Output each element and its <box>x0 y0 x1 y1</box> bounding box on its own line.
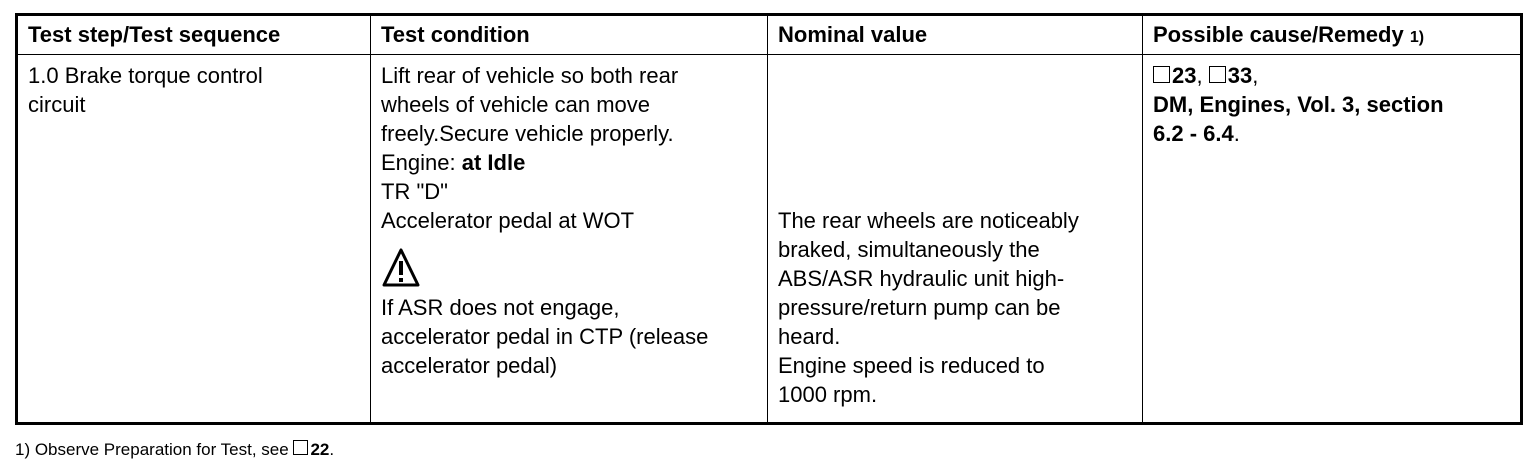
engine-line <box>381 148 757 177</box>
nominal-line: 1000 rpm. <box>778 382 878 407</box>
step-line: circuit <box>28 92 86 117</box>
header-row <box>17 15 1522 55</box>
nominal-line: The rear wheels are noticeably <box>778 208 1079 233</box>
engine-label: Engine: <box>381 150 462 175</box>
nominal-line: pressure/return pump can be <box>778 295 1061 320</box>
reference-trail: , <box>1252 63 1259 88</box>
condition-line: Lift rear of vehicle so both rear <box>381 63 679 88</box>
cause-line <box>1153 119 1510 148</box>
reference-separator: , <box>1196 63 1209 88</box>
header-test-condition-label: Test condition <box>381 22 530 47</box>
cell-test-condition <box>371 55 768 424</box>
footnote <box>15 440 334 460</box>
nominal-line: Engine speed is reduced to <box>778 353 1045 378</box>
warning-icon <box>381 247 757 291</box>
header-test-step <box>17 15 371 55</box>
cell-possible-cause <box>1143 55 1522 424</box>
cell-test-step <box>17 55 371 424</box>
cell-nominal-value <box>768 55 1143 424</box>
cause-dot: . <box>1233 121 1240 146</box>
condition-line: freely.Secure vehicle properly. <box>381 121 674 146</box>
engine-value: at Idle <box>461 150 526 175</box>
cause-line: DM, Engines, Vol. 3, section <box>1153 92 1444 117</box>
nominal-line: heard. <box>778 324 841 349</box>
footnote-reference-link[interactable]: 22 <box>310 440 330 459</box>
condition-line: TR "D" <box>381 179 448 204</box>
table-row <box>17 55 1522 424</box>
header-footnote-marker: 1) <box>1409 29 1425 46</box>
condition-note-line: accelerator pedal) <box>381 353 558 378</box>
condition-note-line: If ASR does not engage, <box>381 295 620 320</box>
test-table <box>15 13 1523 425</box>
nominal-text <box>778 206 1132 409</box>
reference-link[interactable]: 33 <box>1227 63 1253 88</box>
nominal-line: ABS/ASR hydraulic unit high- <box>778 266 1065 291</box>
condition-line: Accelerator pedal at WOT <box>381 208 635 233</box>
header-nominal-value <box>768 15 1143 55</box>
nominal-line: braked, simultaneously the <box>778 237 1040 262</box>
header-possible-cause <box>1143 15 1522 55</box>
page-reference-icon <box>1153 66 1170 83</box>
reference-line <box>1153 61 1510 90</box>
footnote-text: 1) Observe Preparation for Test, see <box>15 440 294 459</box>
header-possible-cause-label: Possible cause/Remedy <box>1153 22 1404 47</box>
condition-note-line: accelerator pedal in CTP (release <box>381 324 709 349</box>
page-reference-icon <box>1209 66 1226 83</box>
header-nominal-value-label: Nominal value <box>778 22 928 47</box>
step-line: 1.0 Brake torque control <box>28 63 263 88</box>
page-reference-icon <box>293 440 308 455</box>
footnote-dot: . <box>329 440 335 459</box>
condition-line: wheels of vehicle can move <box>381 92 651 117</box>
header-test-condition <box>371 15 768 55</box>
header-test-step-label: Test step/Test sequence <box>28 22 281 47</box>
cause-section: 6.2 - 6.4 <box>1153 121 1234 146</box>
reference-link[interactable]: 23 <box>1172 63 1197 88</box>
